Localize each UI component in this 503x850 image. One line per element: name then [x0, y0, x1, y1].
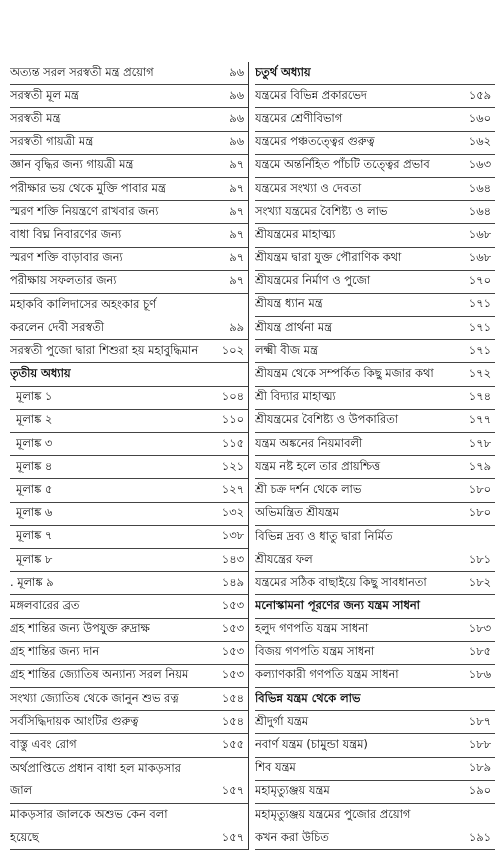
- toc-entry: [255, 503, 495, 526]
- toc-page-number: ১৫৪: [221, 713, 244, 728]
- toc-entry: [10, 132, 248, 155]
- toc-entry-title: মঙ্গলবারের ব্রত: [10, 597, 80, 612]
- toc-entry-title: শ্রী বিদ্যার মাহাত্ম্য: [255, 389, 336, 404]
- toc-entry: [10, 410, 248, 433]
- toc-entry: [10, 248, 248, 271]
- toc-page-number: ১৮৭: [468, 713, 491, 728]
- toc-page-number: ৯৭: [229, 203, 244, 218]
- toc-entry: [10, 827, 248, 850]
- toc-page-number: ১৬৮: [468, 250, 491, 265]
- toc-entry: [10, 433, 248, 456]
- toc-section-heading: [255, 688, 495, 711]
- toc-page-number: ১৮২: [468, 574, 491, 589]
- toc-entry-title: শিব যন্ত্রম: [255, 760, 296, 775]
- toc-entry: [255, 479, 495, 502]
- toc-entry-title: সংখ্যা যন্ত্রমের বৈশিষ্ট্য ও লাভ: [255, 203, 388, 218]
- toc-entry-title: শ্রীযন্ত্র ধ্যান মন্ত্র: [255, 296, 323, 311]
- toc-page-number: ১৩৮: [221, 528, 244, 543]
- toc-entry: [10, 572, 248, 595]
- toc-right-column: [255, 62, 495, 850]
- toc-entry: [10, 155, 248, 178]
- toc-entry: [255, 363, 495, 386]
- toc-entry: [10, 734, 248, 757]
- toc-entry-title: মূলাঙ্ক ৩: [16, 435, 53, 450]
- toc-entry-title: সরস্বতী পুজো দ্বারা শিশুরা হয় মহাবুদ্ধিমান: [10, 342, 199, 357]
- toc-entry: [10, 549, 248, 572]
- toc-entry-title: হলুদ গণপতি যন্ত্রম সাধনা: [255, 621, 369, 636]
- toc-entry: [255, 317, 495, 340]
- toc-page-number: ১৫৯: [468, 87, 491, 102]
- toc-entry-title: তৃতীয় অধ্যায়: [10, 366, 71, 381]
- toc-entry-title: অর্থপ্রাপ্তিতে প্রধান বাধা হল মাকড়সার: [10, 760, 181, 775]
- toc-entry-title: যন্ত্রমের সঠিক বাছাইয়ে কিছু সাবধানতা: [255, 574, 427, 589]
- toc-page-number: ১৮৫: [468, 644, 491, 659]
- toc-page-number: ১৭০: [468, 273, 491, 288]
- toc-entry-title: মূলাঙ্ক ৪: [16, 458, 53, 473]
- toc-entry-title: যন্ত্রম নষ্ট হলে তার প্রায়শ্চিত্ত: [255, 458, 381, 473]
- toc-entry-title: শ্রী চক্র দর্শন থেকে লাভ: [255, 481, 362, 496]
- toc-entry-title: সরস্বতী গায়ত্রী মন্ত্র: [10, 134, 94, 149]
- toc-entry-title: সংখ্যা জ্যোতিষ থেকে জানুন শুভ রত্ন: [10, 690, 179, 705]
- toc-page-number: ১০২: [221, 342, 244, 357]
- toc-entry: [255, 781, 495, 804]
- toc-entry: [255, 410, 495, 433]
- toc-entry-title: শ্রীযন্ত্রমের মাহাত্ম্য: [255, 226, 336, 241]
- toc-entry-title: মাকড়সার জালকে অশুভ কেন বলা: [10, 807, 168, 822]
- toc-entry: [255, 201, 495, 224]
- toc-entry: [255, 758, 495, 781]
- toc-entry: [255, 734, 495, 757]
- toc-entry: [10, 62, 248, 85]
- toc-page-number: ১৭১: [468, 296, 491, 311]
- toc-page-number: ১৫৭: [221, 783, 244, 798]
- toc-entry: [10, 804, 248, 827]
- toc-entry: [255, 248, 495, 271]
- toc-entry-title: জাল: [10, 783, 32, 798]
- toc-entry: [10, 294, 248, 317]
- toc-entry-title: জ্ঞান বৃদ্ধির জন্য গায়ত্রী মন্ত্র: [10, 157, 134, 172]
- toc-entry: [255, 456, 495, 479]
- toc-page-number: ১৬২: [468, 134, 491, 149]
- toc-page-number: ৯৬: [229, 87, 244, 102]
- toc-entry: [255, 665, 495, 688]
- toc-entry: [10, 758, 248, 781]
- toc-entry: [10, 479, 248, 502]
- toc-page-number: ১৮০: [468, 481, 491, 496]
- toc-page-number: ৯৭: [229, 180, 244, 195]
- toc-page-number: ১৮১: [468, 551, 491, 566]
- toc-page-number: ১৭৮: [468, 435, 491, 450]
- toc-entry: [255, 108, 495, 131]
- toc-entry-title: শ্রীযন্ত্র প্রার্থনা মন্ত্র: [255, 319, 333, 334]
- toc-entry-title: মূলাঙ্ক ৮: [16, 551, 53, 566]
- toc-entry: [10, 503, 248, 526]
- toc-page-number: ১৮৯: [468, 760, 491, 775]
- toc-page-number: ১৪৯: [221, 574, 244, 589]
- toc-entry: [10, 85, 248, 108]
- toc-entry: [255, 85, 495, 108]
- toc-entry-title: শ্রীদুর্গা যন্ত্রম: [255, 713, 309, 728]
- toc-entry-title: গ্রহ শান্তির জন্য দান: [10, 644, 100, 659]
- toc-entry: [255, 526, 495, 549]
- toc-page-number: ১২১: [221, 458, 244, 473]
- toc-entry-title: হয়েছে: [10, 829, 39, 844]
- toc-page-number: ১৬০: [468, 110, 491, 125]
- toc-entry: [10, 340, 248, 363]
- toc-entry-title: বিভিন্ন দ্রব্য ও ধাতু দ্বারা নির্মিত: [255, 528, 393, 543]
- toc-entry: [10, 271, 248, 294]
- toc-entry-title: গ্রহ শান্তির জ্যোতিষ অন্যান্য সরল নিয়ম: [10, 667, 189, 682]
- toc-entry-title: চতুর্থ অধ্যায়: [255, 64, 311, 79]
- toc-entry-title: শ্রীযন্ত্রমের নির্মাণ ও পুজো: [255, 273, 371, 288]
- toc-entry-title: বাধা বিঘ্ন নিবারণের জন্য: [10, 226, 122, 241]
- toc-entry: [10, 711, 248, 734]
- toc-entry: [10, 526, 248, 549]
- toc-page-number: ১৫৩: [221, 667, 244, 682]
- toc-page-number: ৯৬: [229, 134, 244, 149]
- toc-entry: [10, 108, 248, 131]
- toc-page-number: ১৪৩: [221, 551, 244, 566]
- toc-entry: [255, 711, 495, 734]
- toc-section-heading: [255, 62, 495, 85]
- toc-page-number: ১৭৪: [468, 389, 491, 404]
- toc-page-number: ৯৬: [229, 110, 244, 125]
- toc-page-number: ১৫৭: [221, 829, 244, 844]
- toc-entry: [10, 595, 248, 618]
- toc-entry-title: অভিমন্ত্রিত শ্রীযন্ত্রম: [255, 505, 339, 520]
- toc-page-number: ৯৭: [229, 273, 244, 288]
- toc-page-number: ১৬৪: [468, 180, 491, 195]
- toc-page-number: ১৫৩: [221, 597, 244, 612]
- toc-entry: [255, 572, 495, 595]
- toc-page-number: ১৬৩: [468, 157, 491, 172]
- toc-page-number: ১৮৮: [468, 737, 491, 752]
- toc-entry-title: সর্বসিদ্ধিদায়ক আংটির গুরুত্ব: [10, 713, 139, 728]
- toc-entry: [10, 688, 248, 711]
- toc-entry-title: পরীক্ষার ভয় থেকে মুক্তি পাবার মন্ত্র: [10, 180, 166, 195]
- toc-entry: [255, 387, 495, 410]
- toc-entry: [10, 224, 248, 247]
- toc-entry: [255, 271, 495, 294]
- toc-page-number: ১৯১: [468, 829, 491, 844]
- toc-entry-title: কল্যাণকারী গণপতি যন্ত্রম সাধনা: [255, 667, 399, 682]
- toc-entry-title: বাস্তু এবং রোগ: [10, 737, 77, 752]
- toc-entry-title: পরীক্ষায় সফলতার জন্য: [10, 273, 117, 288]
- toc-entry-title: করলেন দেবী সরস্বতী: [10, 319, 105, 334]
- toc-entry: [10, 387, 248, 410]
- toc-page-number: ১৬৪: [468, 203, 491, 218]
- toc-page-number: ১২৭: [221, 481, 244, 496]
- toc-entry-title: অত্যন্ত সরল সরস্বতী মন্ত্র প্রয়োগ: [10, 64, 154, 79]
- toc-page-number: ৯৯: [229, 319, 244, 334]
- toc-entry-title: কখন করা উচিত: [255, 829, 329, 844]
- toc-entry-title: যন্ত্রমের পঞ্চতত্ত্বের গুরুত্ব: [255, 134, 375, 149]
- toc-entry-title: মহামৃত্যুঞ্জয় যন্ত্রম: [255, 783, 330, 798]
- toc-entry-title: বিজয় গণপতি যন্ত্রম সাধনা: [255, 644, 375, 659]
- toc-page-number: ১৫৩: [221, 621, 244, 636]
- toc-section-heading: [255, 595, 495, 618]
- toc-entry: [10, 178, 248, 201]
- toc-page-number: ৯৭: [229, 157, 244, 172]
- toc-entry-title: মূলাঙ্ক ১: [16, 389, 53, 404]
- toc-entry-title: যন্ত্রমের সংখ্যা ও দেবতা: [255, 180, 362, 195]
- toc-entry: [255, 804, 495, 827]
- toc-entry: [10, 642, 248, 665]
- toc-entry: [10, 665, 248, 688]
- toc-entry-title: মহামৃত্যুঞ্জয় যন্ত্রমের পুজোর প্রয়োগ: [255, 807, 411, 822]
- toc-entry-title: সরস্বতী মূল মন্ত্র: [10, 87, 79, 102]
- toc-page-number: ১৩২: [221, 505, 244, 520]
- toc-entry-title: নবার্ণ যন্ত্রম (চামুন্ডা যন্ত্রম): [255, 737, 368, 752]
- toc-page-number: ১৬৮: [468, 226, 491, 241]
- toc-entry: [255, 294, 495, 317]
- toc-entry-title: মনোস্কামনা পূরণের জন্য যন্ত্রম সাধনা: [255, 597, 420, 612]
- toc-entry-title: মূলাঙ্ক ২: [16, 412, 53, 427]
- toc-page-number: ৯৭: [229, 250, 244, 265]
- toc-page-number: ৯৭: [229, 226, 244, 241]
- toc-entry: [10, 456, 248, 479]
- toc-page-number: ১৭১: [468, 342, 491, 357]
- toc-entry: [10, 781, 248, 804]
- toc-entry-title: শ্রীযন্ত্রম থেকে সম্পর্কিত কিছু মজার কথা: [255, 366, 434, 381]
- toc-entry-title: মহাকবি কালিদাসের অহংকার চূর্ণ: [10, 296, 157, 311]
- toc-page-number: ১৭১: [468, 319, 491, 334]
- toc-page-number: ১৫৫: [221, 737, 244, 752]
- toc-entry: [255, 132, 495, 155]
- toc-entry: [255, 827, 495, 850]
- toc-page-number: ১৮৩: [468, 621, 491, 636]
- toc-entry: [255, 433, 495, 456]
- toc-entry-title: . মূলাঙ্ক ৯: [10, 574, 54, 589]
- toc-page-number: ১০৪: [221, 389, 244, 404]
- toc-entry-title: গ্রহ শান্তির জন্য উপযুক্ত রুদ্রাক্ষ: [10, 621, 150, 636]
- toc-entry-title: শ্রীযন্ত্রম দ্বারা যুক্ত পৌরাণিক কথা: [255, 250, 402, 265]
- toc-page-number: ১৭৯: [468, 458, 491, 473]
- toc-page-number: ১৯০: [468, 783, 491, 798]
- toc-page-number: ১৭২: [468, 366, 491, 381]
- toc-entry-title: মূলাঙ্ক ৭: [16, 528, 53, 543]
- toc-entry: [255, 224, 495, 247]
- toc-entry: [255, 178, 495, 201]
- toc-section-heading: [10, 363, 248, 386]
- toc-entry-title: স্মরণ শক্তি নিয়ন্ত্রণে রাখবার জন্য: [10, 203, 159, 218]
- toc-page-number: ১৮০: [468, 505, 491, 520]
- toc-entry: [10, 201, 248, 224]
- toc-entry-title: স্মরণ শক্তি বাড়াবার জন্য: [10, 250, 123, 265]
- toc-page-number: ১৫৩: [221, 644, 244, 659]
- toc-page-number: ১১৫: [221, 435, 244, 450]
- toc-entry: [10, 317, 248, 340]
- toc-entry: [10, 619, 248, 642]
- toc-entry-title: যন্ত্রমের শ্রেণীবিভাগ: [255, 110, 343, 125]
- toc-entry: [255, 340, 495, 363]
- toc-entry: [255, 155, 495, 178]
- toc-page-number: ১৮৬: [468, 667, 491, 682]
- toc-entry-title: সরস্বতী মন্ত্র: [10, 110, 61, 125]
- toc-left-column: [10, 62, 249, 850]
- toc-entry-title: শ্রীযন্ত্রমের বৈশিষ্ট্য ও উপকারিতা: [255, 412, 399, 427]
- toc-entry: [255, 642, 495, 665]
- toc-entry-title: যন্ত্রমে অন্তর্নিহিত পাঁচটি তত্ত্বের প্রভাব: [255, 157, 430, 172]
- toc-entry-title: মূলাঙ্ক ৫: [16, 481, 53, 496]
- toc-page-number: ৯৬: [229, 64, 244, 79]
- toc-page-number: ১৭৭: [468, 412, 491, 427]
- toc-entry-title: শ্রীযন্ত্রের ফল: [255, 551, 313, 566]
- toc-entry: [255, 549, 495, 572]
- toc-entry-title: লক্ষ্মী বীজ মন্ত্র: [255, 342, 318, 357]
- toc-page-number: ১১০: [221, 412, 244, 427]
- toc-entry: [255, 619, 495, 642]
- toc-entry-title: যন্ত্রমের বিভিন্ন প্রকারভেদ: [255, 87, 367, 102]
- toc-page-number: ১৫৪: [221, 690, 244, 705]
- toc-entry-title: বিভিন্ন যন্ত্রম থেকে লাভ: [255, 690, 361, 705]
- toc-entry-title: মূলাঙ্ক ৬: [16, 505, 53, 520]
- toc-entry-title: যন্ত্রম অঙ্কনের নিয়মাবলী: [255, 435, 363, 450]
